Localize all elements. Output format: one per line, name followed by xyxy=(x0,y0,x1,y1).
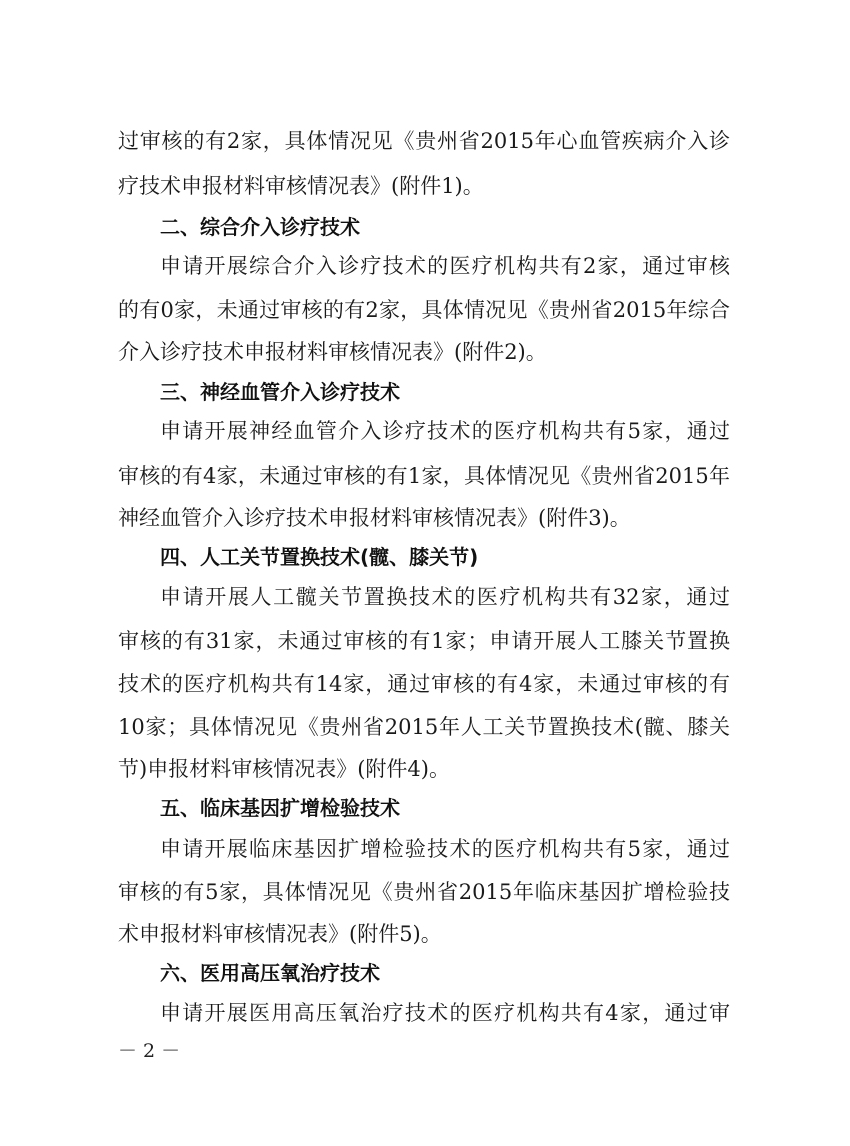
paragraph-line: 神经血管介入诊疗技术申报材料审核情况表》(附件3)。 xyxy=(118,506,631,530)
section-heading: 四、人工关节置换技术(髋、膝关节) xyxy=(160,545,479,569)
paragraph-line: 申请开展人工髋关节置换技术的医疗机构共有32家，通过 xyxy=(160,585,730,609)
paragraph-line: 审核的有4家，未通过审核的有1家，具体情况见《贵州省2015年 xyxy=(118,464,730,488)
paragraph-line: 介入诊疗技术申报材料审核情况表》(附件2)。 xyxy=(118,340,547,364)
paragraph-line: 的有0家，未通过审核的有2家，具体情况见《贵州省2015年综合 xyxy=(118,298,730,322)
paragraph-line: 疗技术申报材料审核情况表》(附件1)。 xyxy=(118,174,484,198)
section-heading: 三、神经血管介入诊疗技术 xyxy=(160,380,400,404)
paragraph-line: 节)申报材料审核情况表》(附件4)。 xyxy=(118,757,450,781)
section-heading: 五、临床基因扩增检验技术 xyxy=(160,796,400,820)
section-heading: 二、综合介入诊疗技术 xyxy=(160,215,360,239)
paragraph-line: 申请开展综合介入诊疗技术的医疗机构共有2家，通过审核 xyxy=(160,254,730,278)
paragraph-line: 过审核的有2家，具体情况见《贵州省2015年心血管疾病介入诊 xyxy=(118,129,730,153)
paragraph-line: 申请开展临床基因扩增检验技术的医疗机构共有5家，通过 xyxy=(160,837,730,861)
section-heading: 六、医用高压氧治疗技术 xyxy=(160,961,380,985)
page-number: － 2 － xyxy=(118,1040,181,1062)
paragraph-line: 申请开展神经血管介入诊疗技术的医疗机构共有5家，通过 xyxy=(160,419,730,443)
paragraph-line: 10家；具体情况见《贵州省2015年人工关节置换技术(髋、膝关 xyxy=(118,715,730,739)
paragraph-line: 申请开展医用高压氧治疗技术的医疗机构共有4家，通过审 xyxy=(160,1001,730,1025)
paragraph-line: 技术的医疗机构共有14家，通过审核的有4家，未通过审核的有 xyxy=(118,672,730,696)
paragraph-line: 审核的有31家，未通过审核的有1家；申请开展人工膝关节置换 xyxy=(118,629,730,653)
paragraph-line: 术申报材料审核情况表》(附件5)。 xyxy=(118,922,442,946)
paragraph-line: 审核的有5家，具体情况见《贵州省2015年临床基因扩增检验技 xyxy=(118,880,730,904)
